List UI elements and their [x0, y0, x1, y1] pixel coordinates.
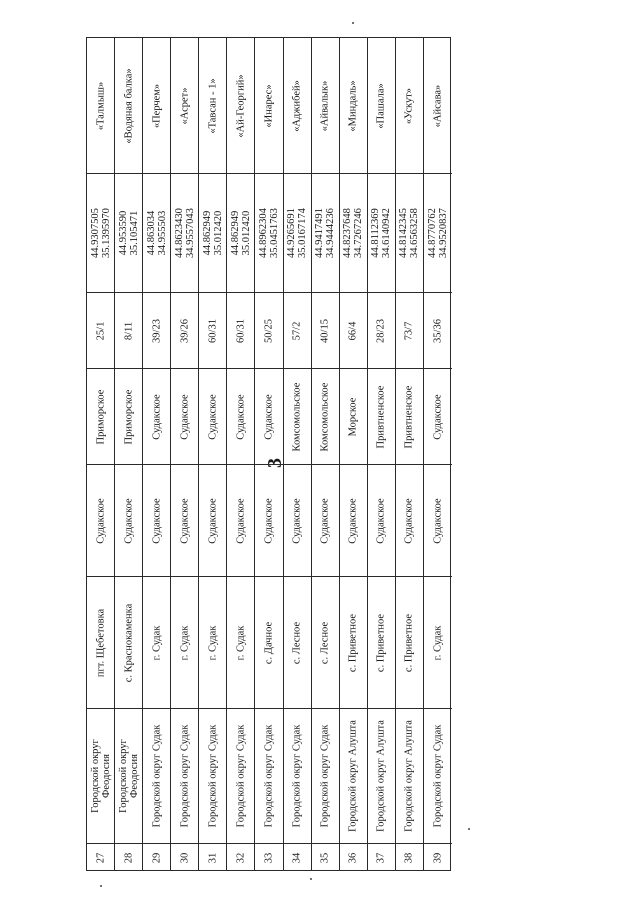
cell-district — [227, 708, 254, 843]
cell-forestry-text: Морское — [347, 397, 359, 436]
longitude: 35.0451763 — [268, 208, 280, 258]
cell-district-text: Городской округ Алушта — [403, 720, 415, 832]
cell-name — [396, 38, 423, 173]
cell-settlement — [396, 576, 423, 708]
cell-region-text: Судакское — [432, 497, 444, 544]
cell-settlement-text: с. Лесное — [291, 621, 303, 664]
cell-settlement — [87, 576, 114, 708]
cell-row-number-text: 27 — [95, 852, 107, 864]
table-row — [396, 38, 424, 870]
longitude: 35.0167174 — [297, 208, 309, 258]
cell-settlement — [312, 576, 339, 708]
cell-row-number — [171, 843, 198, 872]
cell-name — [199, 38, 226, 173]
cell-forestry-text: Судакское — [432, 393, 444, 440]
cell-settlement — [424, 576, 452, 708]
cell-name-text: «Талмыш» — [95, 81, 107, 130]
coordinates-text — [398, 208, 420, 258]
cell-settlement-text: г. Судак — [432, 625, 444, 660]
table-row — [171, 38, 199, 870]
cell-coordinates — [284, 173, 311, 292]
latitude: 44.8623430 — [173, 208, 185, 258]
cell-settlement — [284, 576, 311, 708]
page-number: 3 — [264, 458, 286, 468]
cell-forestry-text: Судакское — [179, 393, 191, 440]
table-row — [199, 38, 227, 870]
cell-row-number — [143, 843, 170, 872]
cell-region-text: Судакское — [179, 497, 191, 544]
cell-row-number — [255, 843, 282, 872]
cell-district-text: Городской округ Алушта — [375, 720, 387, 832]
table-row — [143, 38, 171, 870]
cell-district — [424, 708, 452, 843]
cell-settlement — [368, 576, 395, 708]
coordinates-text — [202, 211, 224, 256]
cell-forestry-text: Судакское — [207, 393, 219, 440]
cell-forestry — [312, 368, 339, 464]
cell-settlement — [255, 576, 282, 708]
table-row — [284, 38, 312, 870]
latitude: 44.8770762 — [426, 208, 438, 258]
cell-district — [340, 708, 367, 843]
longitude: 35.1395970 — [100, 208, 112, 258]
longitude: 34.955503 — [156, 210, 168, 256]
cell-district — [368, 708, 395, 843]
cell-row-number-text: 34 — [291, 852, 303, 864]
cell-name-text: «Асрет» — [179, 87, 191, 124]
cell-district-text: Городской округ Судак — [263, 724, 275, 828]
longitude: 35.105471 — [128, 210, 140, 256]
cell-name — [171, 38, 198, 173]
cell-forestry — [87, 368, 114, 464]
cell-coordinates — [368, 173, 395, 292]
cell-block — [312, 292, 339, 368]
cell-name — [312, 38, 339, 173]
cell-row-number — [424, 843, 452, 872]
cell-forestry-text: Судакское — [151, 393, 163, 440]
cell-district-text: Городской округ Судак — [235, 724, 247, 828]
cell-name — [115, 38, 142, 173]
table-row — [368, 38, 396, 870]
coordinates-text — [118, 211, 140, 256]
coordinates-text — [258, 208, 280, 258]
cell-settlement-text: с. Приветное — [403, 613, 415, 672]
cell-row-number — [115, 843, 142, 872]
cell-region-text: Судакское — [263, 497, 275, 544]
cell-forestry — [255, 368, 282, 464]
cell-row-number-text: 36 — [347, 852, 359, 864]
cell-region-text: Судакское — [123, 497, 135, 544]
cell-region-text: Судакское — [403, 497, 415, 544]
cell-coordinates — [340, 173, 367, 292]
cell-coordinates — [87, 173, 114, 292]
cell-block — [396, 292, 423, 368]
cell-name — [284, 38, 311, 173]
cell-block — [171, 292, 198, 368]
cell-settlement — [340, 576, 367, 708]
cell-block — [368, 292, 395, 368]
cell-block-text: 66/4 — [347, 321, 359, 340]
cell-region — [396, 464, 423, 576]
cell-name-text: «Айвалык» — [319, 80, 331, 131]
cell-row-number — [312, 843, 339, 872]
cell-block-text: 28/23 — [375, 318, 387, 343]
longitude: 34.9444236 — [325, 208, 337, 258]
coordinates-text — [427, 208, 449, 258]
cell-block-text: 60/31 — [235, 318, 247, 343]
cell-row-number-text: 32 — [235, 852, 247, 864]
cell-region — [312, 464, 339, 576]
scan-speck — [468, 828, 470, 830]
table-row — [340, 38, 368, 870]
latitude: 44.8142345 — [398, 208, 410, 258]
cell-block-text: 57/2 — [291, 321, 303, 340]
cell-district — [199, 708, 226, 843]
cell-coordinates — [312, 173, 339, 292]
coordinates-text — [314, 208, 336, 258]
cell-settlement-text: г. Судак — [207, 625, 219, 660]
data-table — [86, 37, 451, 871]
coordinates-text — [230, 211, 252, 256]
cell-coordinates — [171, 173, 198, 292]
cell-block — [115, 292, 142, 368]
cell-name — [87, 38, 114, 173]
cell-settlement — [143, 576, 170, 708]
cell-region-text: Судакское — [375, 497, 387, 544]
scan-speck — [100, 885, 102, 887]
cell-block — [424, 292, 452, 368]
cell-row-number — [284, 843, 311, 872]
cell-district — [284, 708, 311, 843]
cell-row-number — [199, 843, 226, 872]
cell-name — [227, 38, 254, 173]
cell-name-text: «Миндаль» — [347, 79, 359, 132]
cell-region-text: Судакское — [207, 497, 219, 544]
cell-row-number-text: 29 — [151, 852, 163, 864]
cell-name-text: «Инарес» — [263, 83, 275, 128]
longitude: 35.012420 — [240, 210, 252, 256]
cell-region-text: Судакское — [319, 497, 331, 544]
coordinates-text — [174, 208, 196, 258]
latitude: 44.953590 — [117, 210, 129, 256]
cell-region — [171, 464, 198, 576]
cell-name-text: «Пашала» — [375, 82, 387, 129]
cell-forestry — [115, 368, 142, 464]
cell-district-text: Городской округ Феодосия — [117, 739, 140, 813]
cell-name-text: «Перчем» — [151, 83, 163, 128]
cell-name-text: «Айсава» — [432, 84, 444, 127]
cell-district — [171, 708, 198, 843]
cell-block — [255, 292, 282, 368]
coordinates-text — [146, 211, 168, 256]
cell-block-text: 50/25 — [263, 318, 275, 343]
table-row — [115, 38, 143, 870]
cell-row-number-text: 31 — [207, 852, 219, 864]
cell-settlement — [227, 576, 254, 708]
cell-name-text: «Аджибей» — [291, 79, 303, 132]
cell-forestry — [199, 368, 226, 464]
cell-row-number-text: 28 — [123, 852, 135, 864]
cell-region-text: Судакское — [291, 497, 303, 544]
table-row — [312, 38, 340, 870]
cell-district-text: Городской округ Феодосия — [89, 739, 112, 813]
cell-settlement-text: с. Приветное — [375, 613, 387, 672]
cell-settlement-text: г. Судак — [179, 625, 191, 660]
cell-district — [143, 708, 170, 843]
cell-region — [424, 464, 452, 576]
scan-speck — [352, 22, 354, 24]
cell-forestry — [284, 368, 311, 464]
latitude: 44.862949 — [229, 210, 241, 256]
cell-region-text: Судакское — [151, 497, 163, 544]
cell-district-text: Городской округ Судак — [291, 724, 303, 828]
cell-row-number-text: 33 — [263, 852, 275, 864]
cell-coordinates — [424, 173, 452, 292]
cell-district-text: Городской округ Судак — [207, 724, 219, 828]
latitude: 44.9307505 — [89, 208, 101, 258]
cell-block — [284, 292, 311, 368]
cell-settlement — [115, 576, 142, 708]
cell-block-text: 40/15 — [319, 318, 331, 343]
cell-region — [340, 464, 367, 576]
cell-block — [227, 292, 254, 368]
cell-forestry — [227, 368, 254, 464]
cell-forestry-text: Приморское — [95, 389, 107, 444]
cell-forestry-text: Судакское — [263, 393, 275, 440]
cell-forestry-text: Приморское — [123, 389, 135, 444]
cell-settlement — [199, 576, 226, 708]
cell-settlement-text: с. Краснокаменка — [123, 603, 135, 682]
latitude: 44.9265691 — [286, 208, 298, 258]
cell-district — [115, 708, 142, 843]
latitude: 44.8962304 — [257, 208, 269, 258]
cell-settlement-text: г. Судак — [235, 625, 247, 660]
cell-forestry-text: Судакское — [235, 393, 247, 440]
cell-block-text: 60/31 — [207, 318, 219, 343]
cell-coordinates — [199, 173, 226, 292]
cell-forestry — [340, 368, 367, 464]
cell-district — [87, 708, 114, 843]
cell-region — [87, 464, 114, 576]
cell-name-text: «Ай-Георгий» — [235, 73, 247, 138]
cell-region — [115, 464, 142, 576]
cell-name-text: «Тавсан - 1» — [207, 77, 219, 134]
cell-settlement-text: пгт. Щебетовка — [95, 608, 107, 677]
cell-district-text: Городской округ Судак — [151, 724, 163, 828]
cell-row-number — [396, 843, 423, 872]
table-row — [424, 38, 452, 870]
latitude: 44.862949 — [201, 210, 213, 256]
cell-district-text: Городской округ Алушта — [347, 720, 359, 832]
longitude: 34.7267246 — [353, 208, 365, 258]
cell-forestry-text: Привтненское — [403, 385, 415, 448]
cell-block — [340, 292, 367, 368]
cell-forestry — [368, 368, 395, 464]
cell-name — [424, 38, 452, 173]
latitude: 44.863034 — [145, 210, 157, 256]
cell-settlement-text: г. Судак — [151, 625, 163, 660]
longitude: 34.9557043 — [184, 208, 196, 258]
cell-row-number-text: 30 — [179, 852, 191, 864]
cell-row-number — [87, 843, 114, 872]
latitude: 44.8237648 — [342, 208, 354, 258]
cell-row-number-text: 39 — [432, 852, 444, 864]
coordinates-text — [286, 208, 308, 258]
cell-forestry-text: Комсомольское — [319, 382, 331, 451]
cell-block-text: 39/23 — [151, 318, 163, 343]
cell-settlement-text: с. Лесное — [319, 621, 331, 664]
latitude: 44.8112369 — [370, 208, 382, 258]
cell-region — [199, 464, 226, 576]
cell-district-text: Городской округ Судак — [432, 724, 444, 828]
longitude: 34.6140942 — [381, 208, 393, 258]
cell-coordinates — [396, 173, 423, 292]
coordinates-text — [342, 208, 364, 258]
cell-settlement-text: с. Дачное — [263, 621, 275, 664]
cell-district — [396, 708, 423, 843]
cell-row-number — [368, 843, 395, 872]
cell-row-number-text: 35 — [319, 852, 331, 864]
cell-settlement — [171, 576, 198, 708]
cell-row-number — [227, 843, 254, 872]
cell-row-number-text: 37 — [375, 852, 387, 864]
cell-region — [284, 464, 311, 576]
cell-block — [143, 292, 170, 368]
cell-region — [227, 464, 254, 576]
cell-region-text: Судакское — [347, 497, 359, 544]
cell-forestry-text: Привтненское — [375, 385, 387, 448]
cell-forestry — [396, 368, 423, 464]
cell-region — [255, 464, 282, 576]
cell-name-text: «Водяная балка» — [123, 67, 135, 144]
cell-district-text: Городской округ Судак — [319, 724, 331, 828]
cell-name — [340, 38, 367, 173]
cell-row-number — [340, 843, 367, 872]
cell-block — [87, 292, 114, 368]
cell-coordinates — [227, 173, 254, 292]
latitude: 44.9417491 — [314, 208, 326, 258]
cell-name — [368, 38, 395, 173]
cell-forestry-text: Комсомольское — [291, 382, 303, 451]
cell-district-text: Городской округ Судак — [179, 724, 191, 828]
longitude: 34.9520837 — [437, 208, 449, 258]
cell-block-text: 35/36 — [432, 318, 444, 343]
cell-coordinates — [115, 173, 142, 292]
cell-district — [312, 708, 339, 843]
cell-block — [199, 292, 226, 368]
cell-coordinates — [255, 173, 282, 292]
cell-region-text: Судакское — [235, 497, 247, 544]
longitude: 35.012420 — [212, 210, 224, 256]
cell-name — [143, 38, 170, 173]
cell-block-text: 8/11 — [123, 321, 135, 340]
table-row — [87, 38, 115, 870]
cell-district — [255, 708, 282, 843]
cell-forestry — [171, 368, 198, 464]
table-row — [227, 38, 255, 870]
cell-settlement-text: с. Приветное — [347, 613, 359, 672]
cell-region — [143, 464, 170, 576]
longitude: 34.6563258 — [409, 208, 421, 258]
cell-block-text: 25/1 — [95, 321, 107, 340]
cell-forestry — [143, 368, 170, 464]
coordinates-text — [370, 208, 392, 258]
scan-speck — [310, 878, 312, 880]
cell-name — [255, 38, 282, 173]
cell-row-number-text: 38 — [403, 852, 415, 864]
cell-forestry — [424, 368, 452, 464]
table-row — [255, 38, 283, 870]
cell-block-text: 39/26 — [179, 318, 191, 343]
cell-region — [368, 464, 395, 576]
cell-block-text: 73/7 — [403, 321, 415, 340]
cell-name-text: «Ускут» — [403, 87, 415, 124]
cell-region-text: Судакское — [95, 497, 107, 544]
coordinates-text — [90, 208, 112, 258]
cell-coordinates — [143, 173, 170, 292]
